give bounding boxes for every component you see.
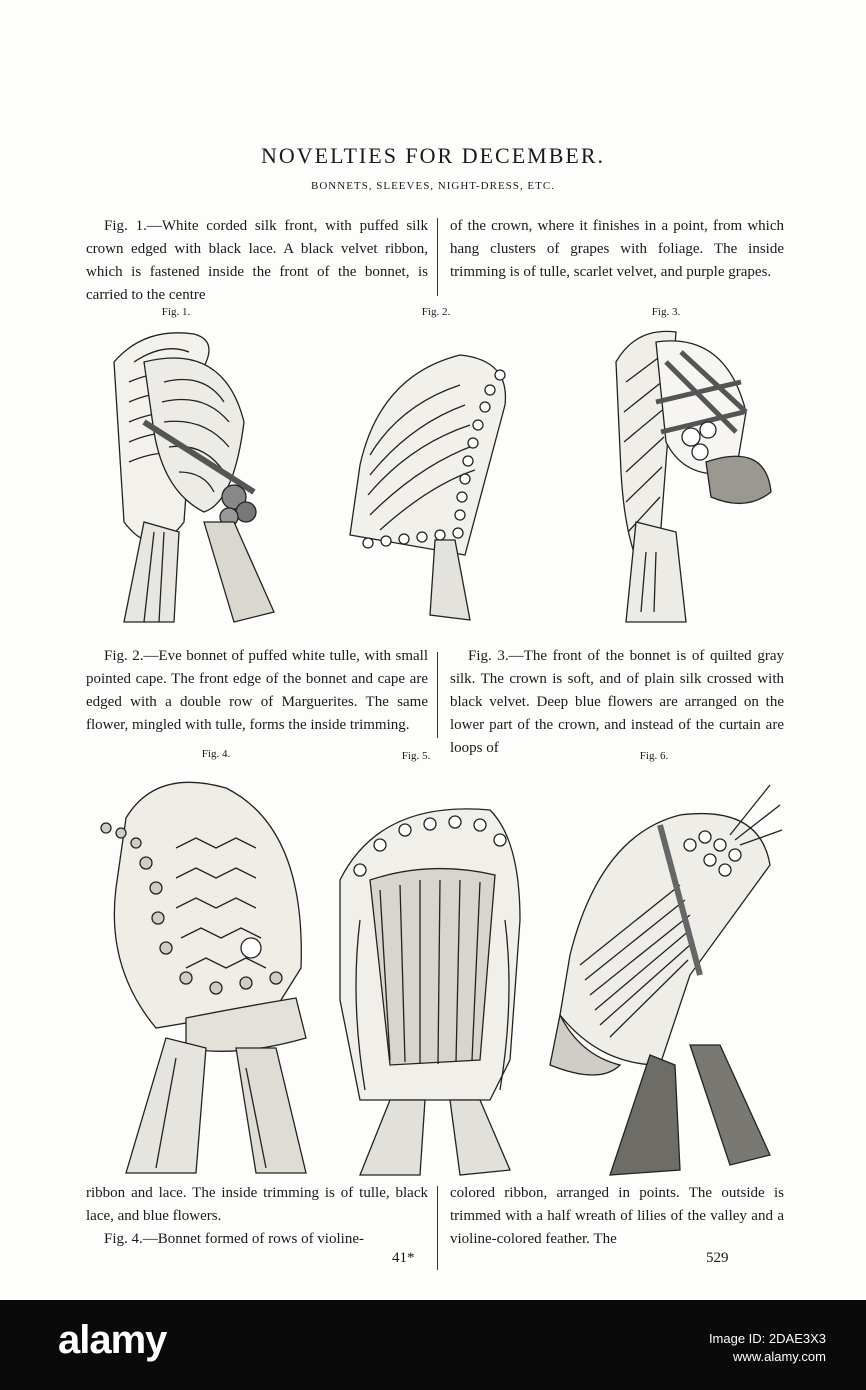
column-divider — [437, 1186, 438, 1270]
bonnet-illustration-fig-3 — [596, 322, 786, 624]
text-block-3-left: ribbon and lace. The inside trimming is of tulle, black lace, and blue flowers. Fig. 4.—Bonnet formed of rows of violine- — [86, 1185, 428, 1247]
fig-label-2: Fig. 2. — [421, 306, 451, 318]
text-block-1-right: of the crown, where it finishes in a point, from which hang clusters of grapes with foliage. The inside trimming is of tulle, scarlet velvet, and purple grapes. — [450, 218, 784, 280]
watermark-logo: alamy — [58, 1318, 167, 1362]
fig-label-1: Fig. 1. — [161, 306, 191, 318]
fig-label-6: Fig. 6. — [639, 750, 669, 762]
bonnet-illustration-fig-2 — [340, 345, 530, 625]
text-block-1-left: Fig. 1.—White corded silk front, with puffed silk crown edged with black lace. A black velvet ribbon, which is fastened inside the front of the bonnet, is carried to the centre — [86, 218, 428, 303]
signature-mark: 41* — [392, 1250, 415, 1266]
column-divider — [437, 218, 438, 296]
column-divider — [437, 652, 438, 738]
fig-label-5: Fig. 5. — [401, 750, 431, 762]
page-number: 529 — [706, 1250, 729, 1266]
image-id: Image ID: 2DAE3X3 — [708, 1331, 826, 1346]
text-block-3-right: colored ribbon, arranged in points. The outside is trimmed with a half wreath of lilies of the valley and a violine-colored feather. The — [450, 1185, 784, 1247]
fig-label-4: Fig. 4. — [201, 748, 231, 760]
bonnet-illustration-fig-4 — [86, 768, 326, 1178]
page-subtitle: BONNETS, SLEEVES, NIGHT-DRESS, ETC. — [311, 180, 555, 192]
text-block-2-left: Fig. 2.—Eve bonnet of puffed white tulle, with small pointed cape. The front edge of the bonnet and cape are edged with a double row of Marguerites. The same flower, mingled with tulle, forms the inside trimming. — [86, 648, 428, 733]
text-block-2-right: Fig. 3.—The front of the bonnet is of quilted gray silk. The crown is soft, and of plain silk crossed with black velvet. Deep blue flowers are arranged on the lower part of the crown, and instead of the curtain are loops of — [450, 648, 784, 756]
watermark-info — [709, 1330, 826, 1366]
bonnet-illustration-fig-1 — [84, 322, 314, 624]
bonnet-illustration-fig-6 — [540, 775, 786, 1178]
page-title: NOVELTIES FOR DECEMBER. — [260, 143, 606, 168]
fig-label-3: Fig. 3. — [651, 306, 681, 318]
watermark-site: www.alamy.com — [733, 1349, 826, 1364]
bonnet-illustration-fig-5 — [320, 800, 540, 1178]
